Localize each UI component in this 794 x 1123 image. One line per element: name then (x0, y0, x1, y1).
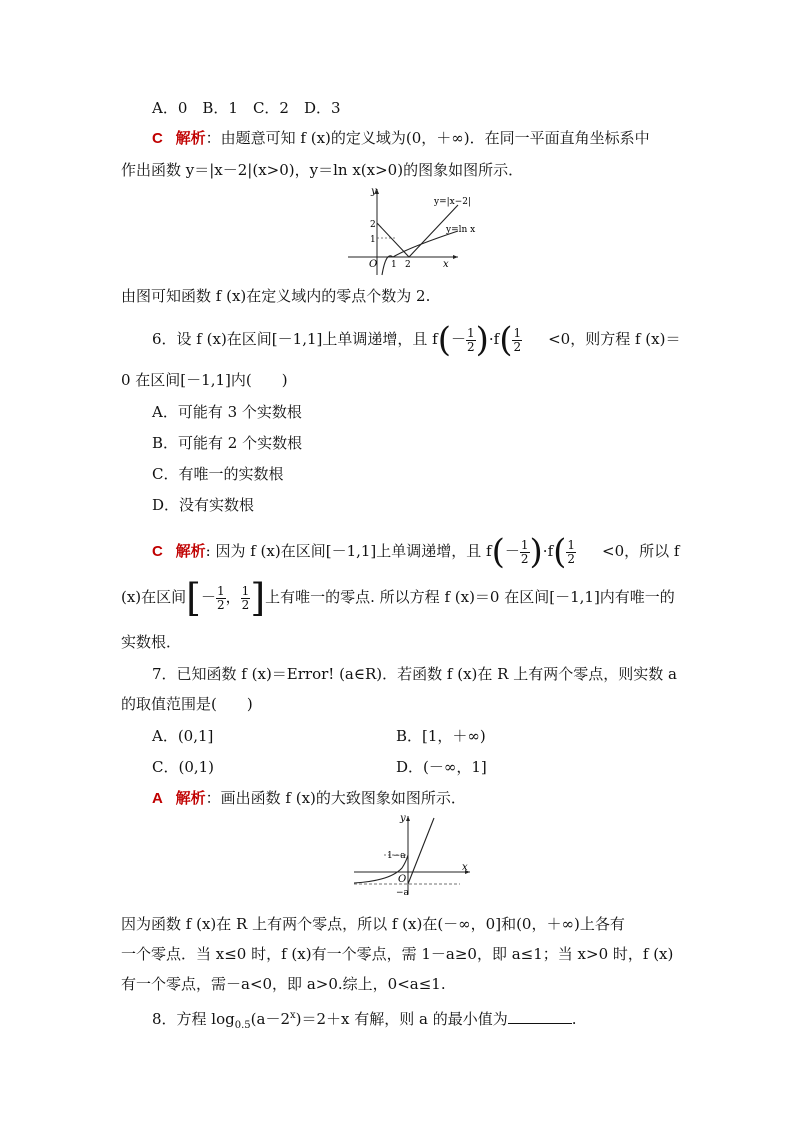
q6-solution-line2-b: 上有唯一的零点. 所以方程 f (x)＝0 在区间[－1,1]内有唯一的 (265, 588, 675, 606)
q6-int-frac1 (216, 585, 226, 612)
q6-int-frac2-den: 2 (241, 597, 250, 612)
q6-int-frac2 (241, 585, 251, 612)
q6-frac1-den: 2 (466, 339, 475, 354)
q6-sol-frac2-den: 2 (567, 551, 576, 566)
q7-solution-line4: 有一个零点，需－a<0，即 a>0.综上，0<a≤1. (121, 975, 446, 993)
q6-frac2-num: 1 (513, 325, 522, 340)
q8-sup: x (290, 1010, 296, 1021)
q7-label-x: x (462, 862, 468, 873)
q7-stem-line2: 的取值范围是( ) (121, 695, 253, 713)
q5-tick-1: 1 (391, 260, 397, 270)
q6-option-b: B．可能有 2 个实数根 (152, 434, 303, 452)
q6-sol-paren-close: ) (529, 532, 543, 572)
q7-option-c: C．(0,1) (152, 758, 215, 776)
q7-graph (350, 812, 475, 896)
q6-frac1-num: 1 (466, 325, 475, 340)
q7-solution-line1 (152, 788, 466, 809)
q8-stem-end: . (571, 1010, 577, 1028)
q6-solution-line1 (152, 532, 680, 572)
q6-int-comma: ， (225, 588, 241, 606)
q6-int-frac1-den: 2 (217, 597, 225, 612)
q6-sol-frac1 (520, 539, 530, 566)
q6-stem-line1 (152, 320, 681, 360)
q5-graph (340, 185, 490, 277)
q6-bracket-open: [ (186, 576, 201, 620)
q6-sol-dotf: ·f (542, 542, 554, 560)
q6-neg: － (450, 330, 466, 348)
q7-solution-text: ：画出函数 f (x)的大致图象如图所示． (205, 789, 466, 807)
q8-answer-blank[interactable] (508, 1009, 572, 1024)
q6-solution-b: <0，所以 f (602, 542, 680, 560)
q8-stem-a: 8．方程 log (152, 1010, 235, 1028)
q5-x-arrow (453, 255, 458, 259)
q6-solution-line2-a: (x)在区间 (121, 588, 187, 606)
q6-sol-frac2-num: 1 (567, 537, 576, 552)
q6-option-c: C．有唯一的实数根 (152, 465, 284, 483)
q6-paren2-open: ( (499, 320, 513, 360)
q5-label-x: x (443, 259, 449, 270)
q7-label-na: −a (396, 888, 409, 896)
q6-bracket-close: ] (250, 576, 266, 620)
q6-int-frac2-num: 1 (241, 583, 250, 598)
q7-solution-line2: 因为函数 f (x)在 R 上有两个零点，所以 f (x)在(－∞，0]和(0，＋∞)上各有 (121, 915, 625, 933)
q7-solution-label: 解析 (175, 790, 206, 807)
q5-curve-label-abs: y=|x−2| (434, 197, 472, 207)
q7-label-y: y (400, 813, 406, 824)
q6-sol-neg: － (504, 542, 520, 560)
q5-label-y: y (371, 186, 377, 197)
q6-paren-open: ( (437, 320, 451, 360)
q6-sol-frac2 (566, 539, 576, 566)
q6-stem-a: 6．设 f (x)在区间[－1,1]上单调递增，且 f (152, 330, 438, 348)
q5-label-o: O (369, 259, 378, 270)
q8-stem-c: )＝2＋x 有解，则 a 的最小值为 (295, 1010, 508, 1028)
q6-paren-close: ) (475, 320, 489, 360)
q6-frac2 (512, 327, 522, 354)
q6-frac1 (466, 327, 476, 354)
q6-sol-paren2-open: ( (553, 532, 567, 572)
q6-solution-a: : 因为 f (x)在区间[－1,1]上单调递增，且 f (205, 542, 492, 560)
q6-solution-line3: 实数根． (121, 633, 182, 651)
q7-y-arrow (406, 816, 410, 821)
q6-sol-frac1-den: 2 (520, 551, 529, 566)
q7-curve-line (408, 818, 434, 884)
q5-curve-label-ln: y=ln x (446, 225, 476, 235)
q5-conclusion: 由图可知函数 f (x)在定义域内的零点个数为 2. (121, 287, 431, 305)
q5-solution-line2: 作出函数 y＝|x－2|(x>0)，y＝ln x(x>0)的图象如图所示． (121, 161, 524, 179)
q7-answer: A (152, 790, 163, 807)
q8-sub: 0.5 (234, 1020, 251, 1031)
q5-ytick-1: 1 (370, 235, 376, 245)
q7-option-d: D．(－∞，1] (396, 758, 487, 776)
q6-solution-line2 (121, 576, 675, 620)
q6-option-a: A．可能有 3 个实数根 (152, 403, 302, 421)
q6-sol-paren-open: ( (491, 532, 505, 572)
q8-stem (152, 1006, 577, 1036)
q6-frac2-den: 2 (513, 339, 522, 354)
q7-stem-line1: 7．已知函数 f (x)＝Error! (a∈R)．若函数 f (x)在 R 上有两个零点，则实数 a (152, 665, 677, 683)
q7-label-o: O (398, 874, 407, 885)
q6-option-d: D．没有实数根 (152, 496, 255, 514)
q5-tick-2: 2 (405, 260, 411, 270)
q5-answer: C (152, 130, 163, 147)
q5-solution-line1 (152, 128, 650, 149)
q5-options: A．0 B．1 C．2 D．3 (152, 99, 341, 117)
q7-option-a: A．(0,1] (152, 727, 214, 745)
q6-answer: C (152, 543, 163, 560)
q6-sol-frac1-num: 1 (520, 537, 529, 552)
q7-label-1a: 1−a (387, 851, 406, 861)
q5-solution-label: 解析 (175, 130, 206, 147)
q8-stem-b: (a－2 (250, 1010, 290, 1028)
q6-int-neg: － (201, 588, 217, 606)
q6-stem-b: <0，则方程 f (x)＝ (548, 330, 681, 348)
q7-option-b: B．[1，＋∞) (396, 727, 486, 745)
q6-solution-label: 解析 (175, 543, 206, 560)
q5-ytick-2: 2 (370, 220, 376, 230)
q5-solution-text1: ：由题意可知 f (x)的定义域为(0，＋∞)．在同一平面直角坐标系中 (205, 129, 650, 147)
q6-dotf: ·f (488, 330, 500, 348)
q6-stem-line2: 0 在区间[－1,1]内( ) (121, 371, 288, 389)
q6-int-frac1-num: 1 (217, 583, 225, 598)
q7-solution-line3: 一个零点．当 x≤0 时，f (x)有一个零点，需 1－a≥0，即 a≤1；当 x>0 时，f (x) (121, 945, 674, 963)
